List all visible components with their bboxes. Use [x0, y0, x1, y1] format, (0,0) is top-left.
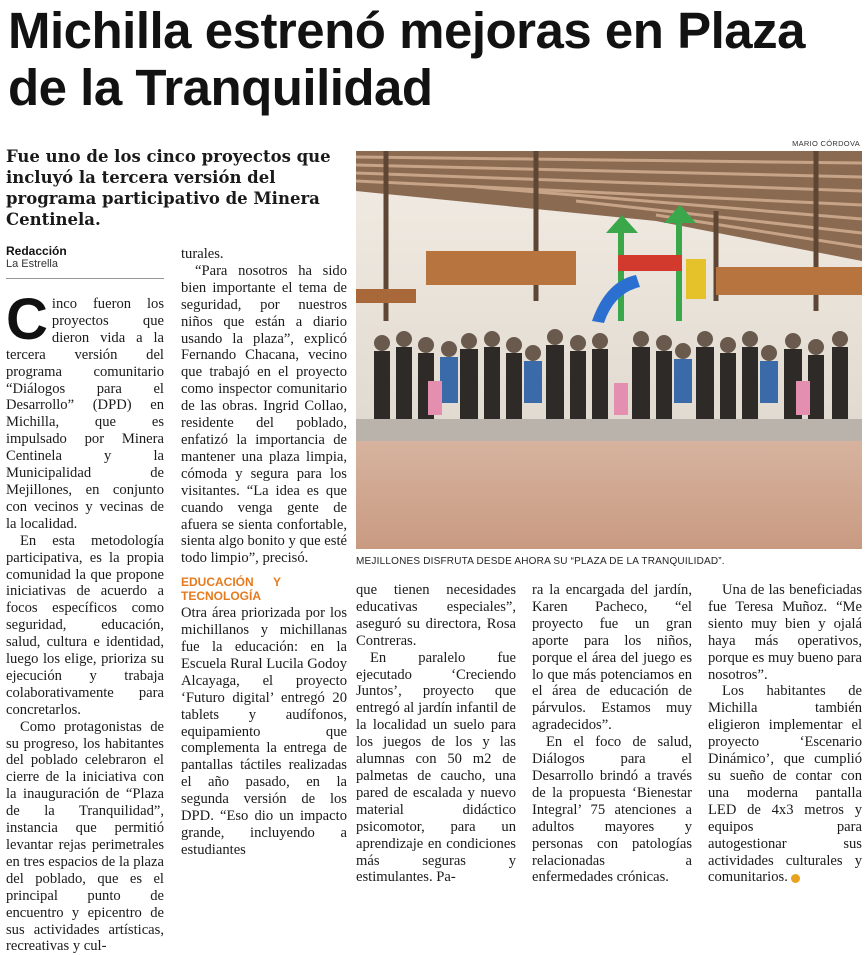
article-column-4 [532, 582, 692, 886]
paragraph: ra la encargada del jardín, Karen Pacheco, “el proyecto fue un gran aporte para los niños, porque el área del juego es lo que más potenciamos en el área de educación de párvulos. Estamos muy agradecidos”. [532, 582, 692, 734]
paragraph: “Para nosotros ha sido bien importante el tema de seguridad, por nuestros niños que están a diario usando la plaza”, explicó Fernando Chacana, vecino que trabajó en el proyecto como inspector comunitario de las obras. Ingrid Collao, residente del poblado, enfatizó la importancia de mantener una plaza limpia, cómoda y segura para los visitantes. “La idea es que cuando venga gente de afuera se sienta confortable, sienta algo bonito y que esté todo limpio”, precisó. [181, 262, 347, 567]
paragraph: Cinco fueron los proyectos que dieron vida a la tercera versión del programa comunitario “Diálogos para el Desarrollo” (DPD) en Michilla, que es impulsado por Minera Centinela y la Municipalidad de Mejillones, en conjunto con vecinos y vecinas de la localidad. [6, 287, 164, 532]
byline [6, 244, 67, 270]
photo-illustration [356, 151, 862, 549]
byline-source: La Estrella [6, 258, 58, 270]
article-photo [356, 151, 862, 549]
photo-credit: MARIO CÓRDOVA [792, 139, 860, 148]
byline-author: Redacción [6, 244, 67, 258]
article-column-3 [356, 582, 516, 886]
paragraph: En paralelo fue ejecutado ‘Creciendo Juntos’, proyecto que entregó al jardín infantil de la localidad un suelo para los juegos de los y las alumnas con 50 m2 de palmetas de caucho, una pared de escalada y nuevo material didáctico psicomotor, para un aprendizaje en condiciones más seguras y estimulantes. Pa- [356, 649, 516, 886]
headline: Michilla estrenó mejoras en Plaza de la Tranquilidad [8, 2, 805, 116]
paragraph: Otra área priorizada por los michillanos y michillanas fue la educación: en la Escuela Rural Lucila Godoy Alcayaga, el proyecto ‘Futuro digital’ entregó 20 tablets y audífonos, equipamiento que complementa la entrega de pantallas táctiles realizadas el año pasado, en la segunda versión de los DPD. “Eso dio un impacto grande, incluyendo a estudiantes [181, 605, 347, 858]
dek: Fue uno de los cinco proyectos que incluyó la tercera versión del programa participativo de Minera Centinela. [6, 147, 331, 229]
article-column-2 [181, 246, 347, 859]
paragraph: En el foco de salud, Diálogos para el Desarrollo brindó a través de la propuesta ‘Bienestar Integral’ 75 atenciones a adultos mayores y personas con patologías relacionadas a enfermedades crónicas. [532, 734, 692, 886]
paragraph: Como protagonistas de su progreso, los habitantes del poblado celebraron el cierre de la iniciativa con la inauguración de “Plaza de la Tranquilidad”, instancia que permitió levantar rejas perimetrales en tres espacios de la plaza del poblado, que es el principal punto de encuentro y epicentro de sus actividades artísticas, recreativas y cul- [6, 718, 164, 955]
paragraph: que tienen necesidades educativas especiales”, aseguró su directora, Rosa Contreras. [356, 582, 516, 649]
photo-caption: MEJILLONES DISFRUTA DESDE AHORA SU “PLAZA DE LA TRANQUILIDAD”. [356, 556, 725, 567]
paragraph: Los habitantes de Michilla también eligieron implementar el proyecto ‘Escenario Dinámico’, que cumplió su sueño de contar con una moderna pantalla LED de 4x3 metros y equipos para autogestionar sus actividades culturales y comunitarios. [708, 683, 862, 886]
byline-rule [6, 278, 164, 279]
paragraph: En esta metodología participativa, es la propia comunidad la que propone iniciativas de acuerdo a focos específicos como seguridad, educación, salud, cultura e identidad, luego los elige, prioriza su ejecución y trabaja colaborativamente para concretarlos. [6, 532, 164, 718]
drop-cap: C [6, 287, 48, 352]
article-column-5 [708, 582, 862, 886]
paragraph: turales. [181, 246, 224, 262]
section-subhead: EDUCACIÓN Y TECNOLOGÍA [181, 575, 281, 604]
paragraph: Una de las beneficiadas fue Teresa Muñoz. “Me siento muy bien y ojalá haya más operativos, porque es muy bueno para nosotros”. [708, 582, 862, 683]
end-mark-icon [791, 874, 800, 883]
article-column-1 [6, 287, 164, 955]
